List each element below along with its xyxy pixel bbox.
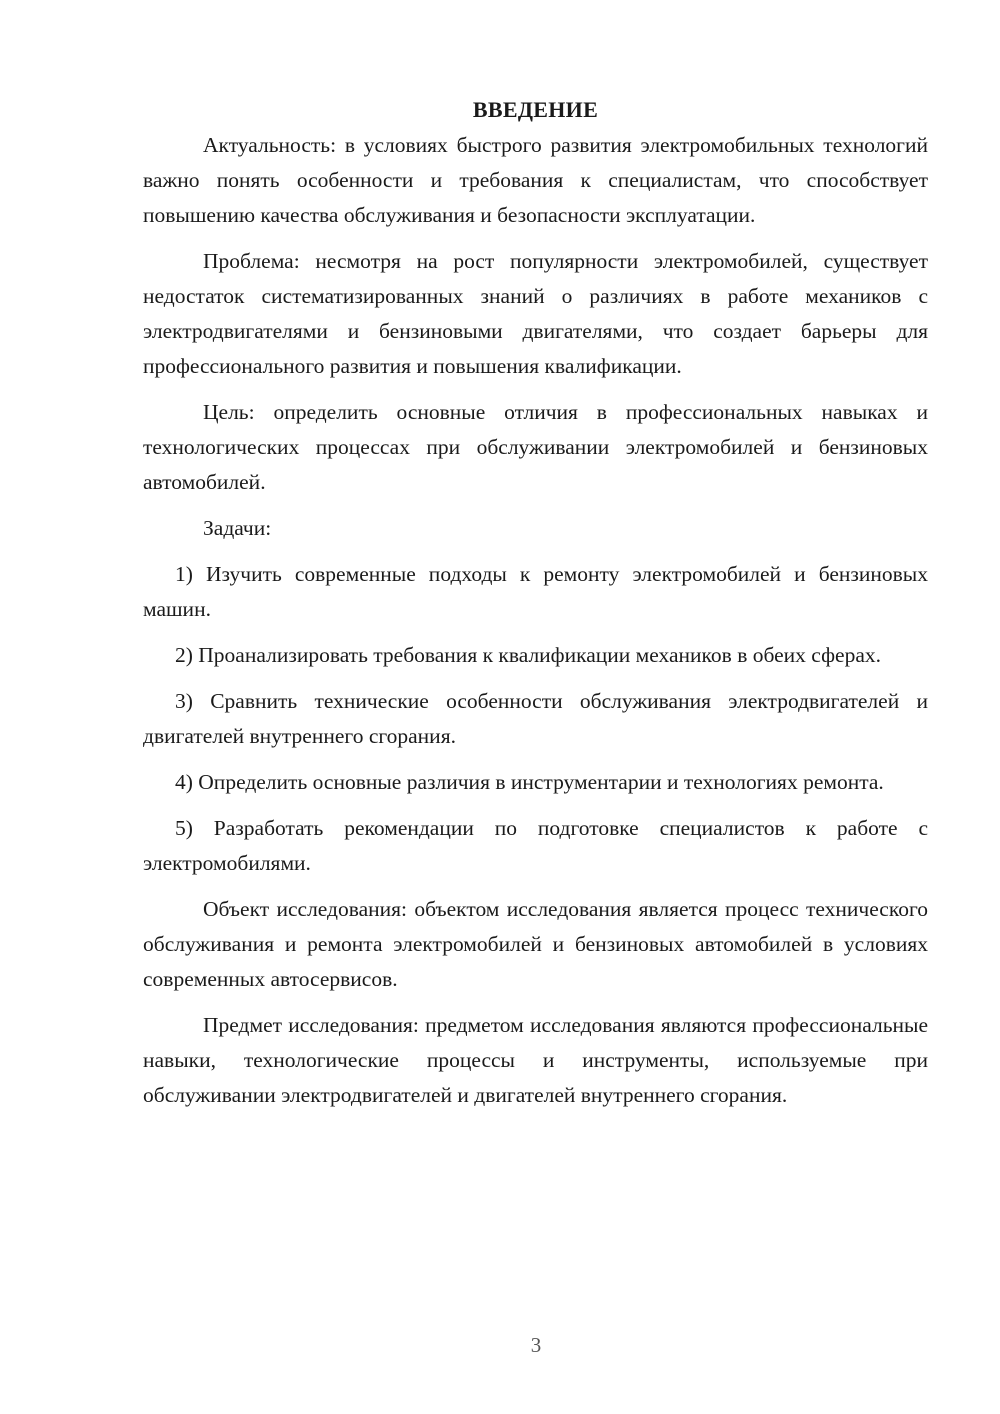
list-item: 3) Сравнить технические особенности обслуживания электродвигателей и двигателей внутреннего сгорания. bbox=[143, 689, 928, 748]
paragraph-goal: Цель: определить основные отличия в профессиональных навыках и технологических процессах при обслуживании электромобилей и бензиновых автомобилей. bbox=[143, 400, 928, 494]
page-title: ВВЕДЕНИЕ bbox=[472, 97, 599, 122]
document-page bbox=[143, 92, 928, 1113]
paragraph-subject: Предмет исследования: предметом исследования являются профессиональные навыки, технологические процессы и инструменты, используемые при обслуживании электродвигателей и двигателей внутреннего сгорания. bbox=[143, 1013, 928, 1107]
paragraph-problem: Проблема: несмотря на рост популярности электромобилей, существует недостаток систематизированных знаний о различиях в работе механиков с электродвигателями и бензиновыми двигателями, что создает барьеры для профессионального развития и повышения квалификации. bbox=[143, 249, 928, 378]
list-item: 2) Проанализировать требования к квалификации механиков в обеих сферах. bbox=[175, 643, 881, 667]
paragraph-relevance: Актуальность: в условиях быстрого развития электромобильных технологий важно понять особенности и требования к специалистам, что способствует повышению качества обслуживания и безопасности эксплуатации. bbox=[143, 133, 928, 227]
list-item: 1) Изучить современные подходы к ремонту электромобилей и бензиновых машин. bbox=[143, 562, 928, 621]
tasks-list bbox=[143, 557, 928, 881]
page-number: 3 bbox=[530, 1333, 542, 1357]
list-item: 5) Разработать рекомендации по подготовке специалистов к работе с электромобилями. bbox=[143, 816, 928, 875]
tasks-heading: Задачи: bbox=[203, 516, 272, 540]
paragraph-object: Объект исследования: объектом исследования является процесс технического обслуживания и ремонта электромобилей и бензиновых автомобилей в условиях современных автосервисов. bbox=[143, 897, 928, 991]
list-item: 4) Определить основные различия в инструментарии и технологиях ремонта. bbox=[175, 770, 884, 794]
